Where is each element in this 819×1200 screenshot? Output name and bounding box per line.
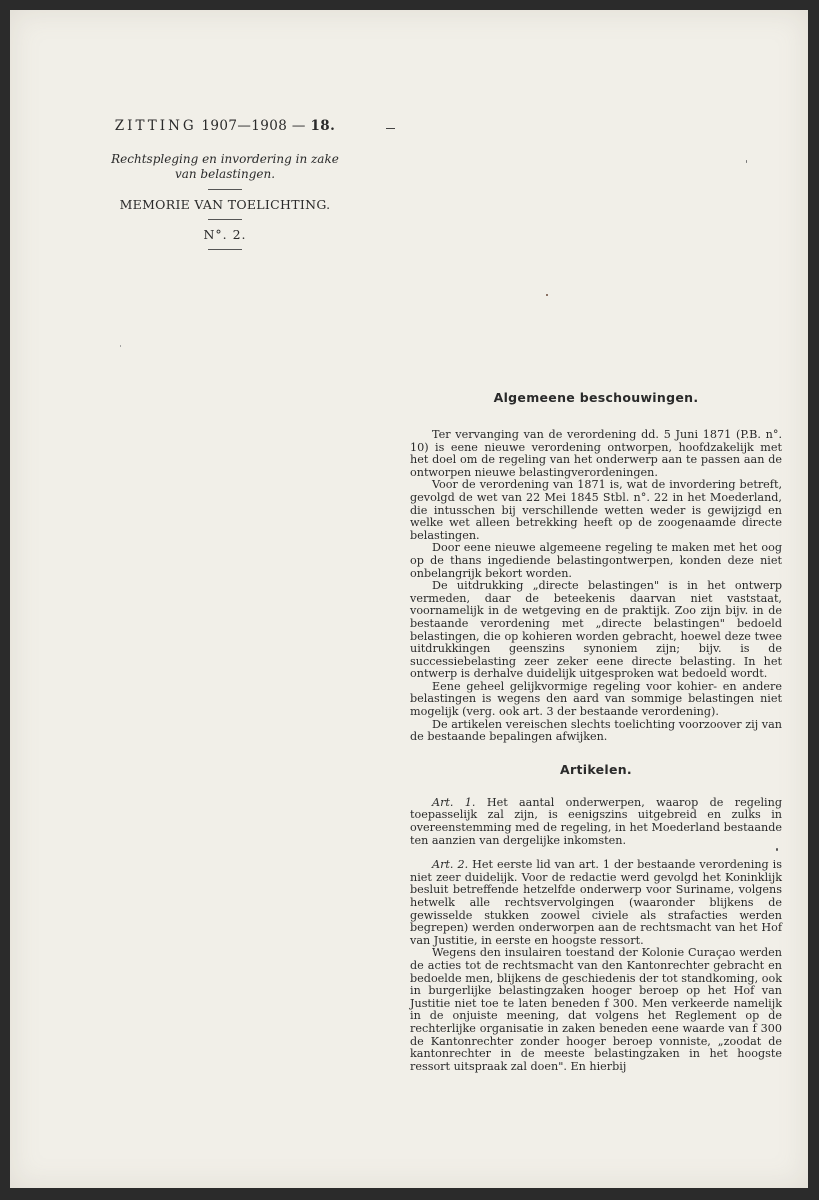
- paragraph: De artikelen vereischen slechts toelichting voorzoover zij van de bestaande bepalingen afwijken.: [410, 717, 782, 744]
- main-text-column: [410, 390, 782, 1073]
- session-number: 18.: [310, 118, 336, 134]
- paragraph: Voor de verordening van 1871 is, wat de invordering betreft, gevolgd de wet van 22 Mei 1845 Stbl. n°. 22 in het Moederland, die intusschen bij verschillende wetten weder is gewijzigd en welke wet alleen betrekking heeft op de zoogenaamde directe belastingen.: [410, 478, 782, 542]
- paragraph: Wegens den insulairen toestand der Kolonie Curaçao werden de acties tot de rechtsmacht van den Kantonrechter gebracht en bedoelde men, blijkens de geschiedenis der tot standkoming, ook in burgerlijke belastingzaken hooger beroep op het Hof van Justitie niet toe te laten beneden f 300. Men verkeerde namelijk in de onjuiste meening, dat volgens het Reglement op de rechterlijke organisatie in zaken beneden eene waarde van f 300 de Kantonrechter zonder hooger beroep vonniste, „zoodat de kantonrechter in de meeste belastingzaken in het hoogste ressort uitspraak zal doen". En hierbij: [410, 946, 782, 1073]
- subject-title: Rechtspleging en invordering in zake van belastingen.: [111, 152, 339, 181]
- document-type: MEMORIE VAN TOELICHTING.: [119, 197, 331, 212]
- paper-speck: [546, 294, 548, 296]
- paragraph: Ter vervanging van de verordening dd. 5 Juni 1871 (P.B. n°. 10) is eene nieuwe verordening ontworpen, hoofdzakelijk met het doel om de regeling van het onderwerp aan te passen aan de ontworpen nieuwe belastingverordeningen.: [410, 428, 782, 479]
- session-prefix: ZITTING: [114, 118, 197, 134]
- document-header: [100, 118, 350, 257]
- article-1-label: Art. 1.: [432, 795, 476, 809]
- document-page: [10, 10, 808, 1188]
- paper-speck: [120, 345, 121, 347]
- paragraph: De uitdrukking „directe belastingen" is in het ontwerp vermeden, daar de beteekenis daarvan niet vaststaat, voornamelijk in de wetgeving en de praktijk. Zoo zijn bijv. in de bestaande verordening met „directe belastingen" bedoeld belastingen, die op kohieren worden gebracht, hoewel deze twee uitdrukkingen geenszins synoniem zijn; bijv. is de successiebelasting zeer zeker eene directe belasting. In het ontwerp is derhalve duidelijk uitgesproken wat bedoeld wordt.: [410, 579, 782, 681]
- article-1-paragraph: [410, 797, 782, 847]
- paragraph: Eene geheel gelijkvormige regeling voor kohier- en andere belastingen is wegens den aard van sommige belastingen niet mogelijk (verg. ook art. 3 der bestaande verordening).: [410, 679, 782, 719]
- divider: [208, 249, 242, 250]
- paper-speck: [746, 160, 747, 163]
- session-years: 1907—1908 —: [196, 118, 311, 134]
- section-heading-general: Algemeene beschouwingen.: [493, 390, 699, 405]
- session-line: [100, 118, 350, 134]
- article-2-text: Het eerste lid van art. 1 der bestaande verordening is niet zeer duidelijk. Voor de redactie werd gevolgd het Koninklijk besluit betreffende hetzelfde onderwerp voor Suriname, volgens hetwelk alle rechtsvervolgingen (waaronder blijkens de gewisselde stukken zoowel civiele als strafacties werden begrepen) werden onderworpen aan de rechtsmacht van het Hof van Justitie, in eerste en hoogste ressort.: [410, 858, 782, 947]
- article-1-text: Het aantal onderwerpen, waarop de regeling toepasselijk zal zijn, is eenigszins uitgebreid en zulks in overeenstemming med de regeling, in het Moederland bestaande ten aanzien van dergelijke inkomsten.: [410, 795, 782, 847]
- dash-mark: [386, 128, 395, 129]
- divider: [208, 219, 242, 220]
- article-2-paragraph: [410, 859, 782, 947]
- article-2-label: Art. 2.: [432, 858, 469, 872]
- section-heading-articles: Artikelen.: [560, 761, 632, 777]
- document-number: N°. 2.: [203, 227, 247, 242]
- divider: [208, 189, 242, 190]
- paragraph: Door eene nieuwe algemeene regeling te maken met het oog op de thans ingediende belastingontwerpen, konden deze niet onbelangrijk bekort worden.: [410, 541, 782, 580]
